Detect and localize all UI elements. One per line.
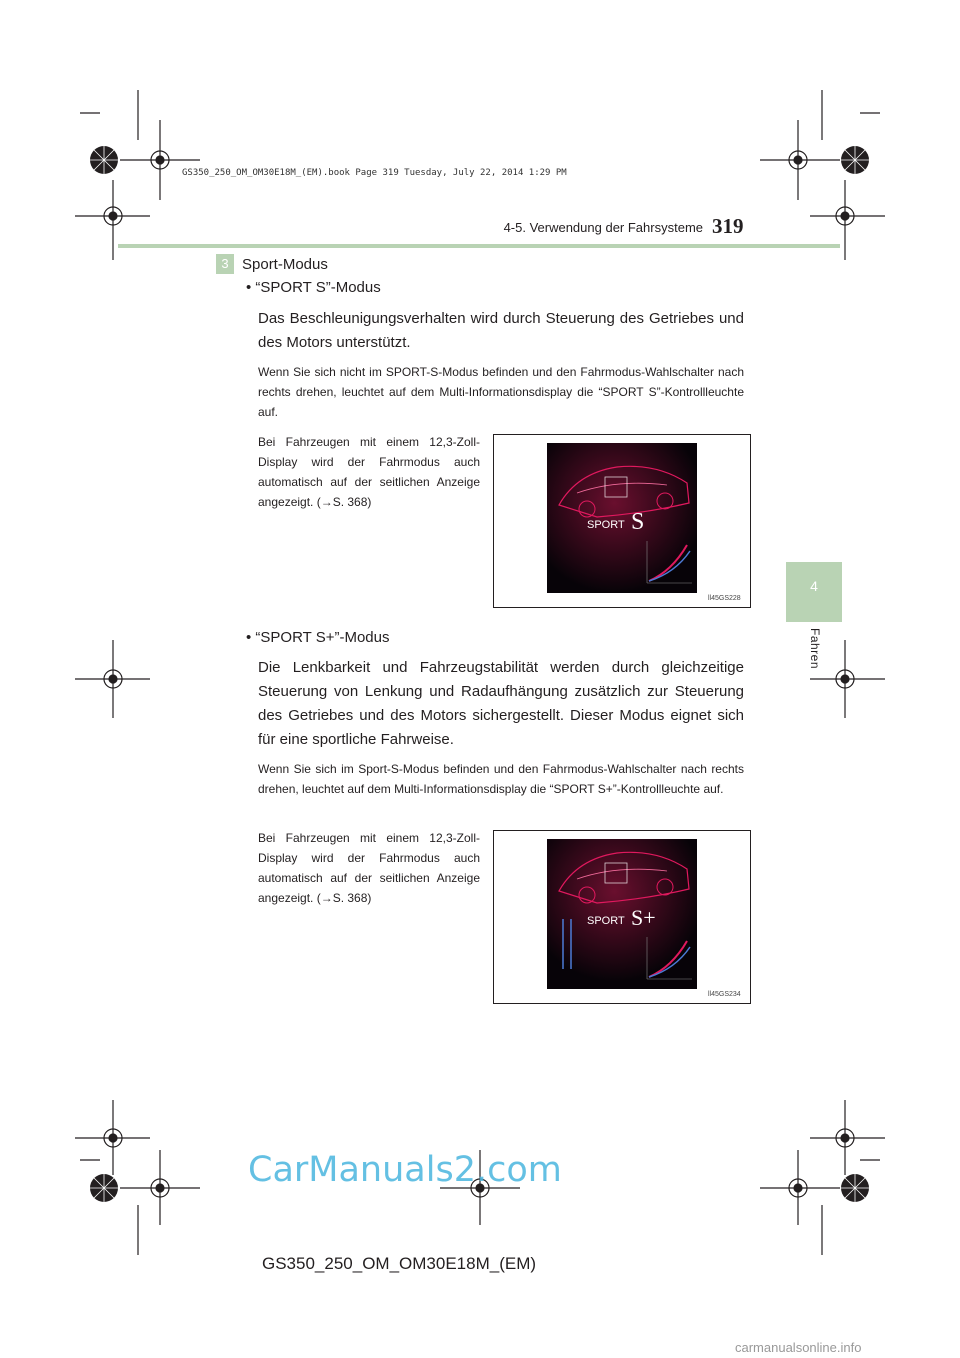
- mode-splus-note: Wenn Sie sich im Sport-S-Modus befinden und den Fahrmodus-Wahlschalter nach rechts drehen, leuchtet auf dem Multi-Informationsdisplay die “SPORT S+”-Kontrollleuchte auf.: [258, 762, 744, 796]
- screen-s-letter: S: [631, 509, 645, 535]
- mode-s-screen: [547, 443, 697, 593]
- screen-sport-label: SPORT: [587, 519, 625, 531]
- mode-s-note: Wenn Sie sich nicht im SPORT-S-Modus befinden und den Fahrmodus-Wahlschalter nach rechts drehen, leuchtet auf dem Multi-Informationsdisplay die “SPORT S”-Kontrollleuchte auf.: [258, 365, 744, 419]
- mode-splus-screen: [547, 839, 697, 989]
- mode-splus-title: • “SPORT S+”-Modus: [246, 629, 390, 646]
- print-info: GS350_250_OM_OM30E18M_(EM).book Page 319 Tuesday, July 22, 2014 1:29 PM: [182, 168, 567, 178]
- mode-s-figure: [493, 434, 751, 608]
- mode-s-paragraph: Das Beschleunigungsverhalten wird durch Steuerung des Getriebes und des Motors unterstützt.: [258, 310, 744, 351]
- mode-s-display-note: Bei Fahrzeugen mit einem 12,3-Zoll-Display wird der Fahrmodus auch automatisch auf der seitlichen Anzeige angezeigt. (→S. 368): [258, 435, 480, 509]
- sport-splus-car-illustration: [547, 839, 697, 989]
- section-heading: Sport-Modus: [242, 256, 328, 273]
- mode-splus-display-note: Bei Fahrzeugen mit einem 12,3-Zoll-Display wird der Fahrmodus auch automatisch auf der seitlichen Anzeige angezeigt. (→S. 368): [258, 831, 480, 905]
- watermark-url: carmanualsonline.info: [735, 1340, 862, 1355]
- sport-s-car-illustration: [547, 443, 697, 593]
- chapter-tab-label: Fahren: [808, 628, 822, 670]
- mode-splus-figure: [493, 830, 751, 1004]
- screen-sport-label: SPORT: [587, 915, 625, 927]
- screen-splus-letter: S+: [631, 905, 656, 930]
- mode-s-title: • “SPORT S”-Modus: [246, 279, 381, 296]
- figure-caption: ll45GS234: [708, 991, 741, 998]
- header-rule: [118, 244, 840, 248]
- step-number-badge: 3: [216, 254, 234, 274]
- footer-code: GS350_250_OM_OM30E18M_(EM): [262, 1254, 537, 1273]
- section-title: 4-5. Verwendung der Fahrsysteme: [503, 220, 703, 235]
- mode-splus-paragraph: Die Lenkbarkeit und Fahrzeugstabilität werden durch gleichzeitige Steuerung von Lenkung und Radaufhängung zusätzlich zur Steuerung des Getriebes und des Motors sichergestellt. Dieser Modus eignet sich für eine sportliche Fahrweise.: [258, 659, 744, 748]
- watermark: CarManuals2.com: [248, 1150, 562, 1190]
- page-number: 319: [712, 214, 744, 238]
- chapter-tab-number: 4: [810, 578, 818, 594]
- figure-caption: ll45GS228: [708, 595, 741, 602]
